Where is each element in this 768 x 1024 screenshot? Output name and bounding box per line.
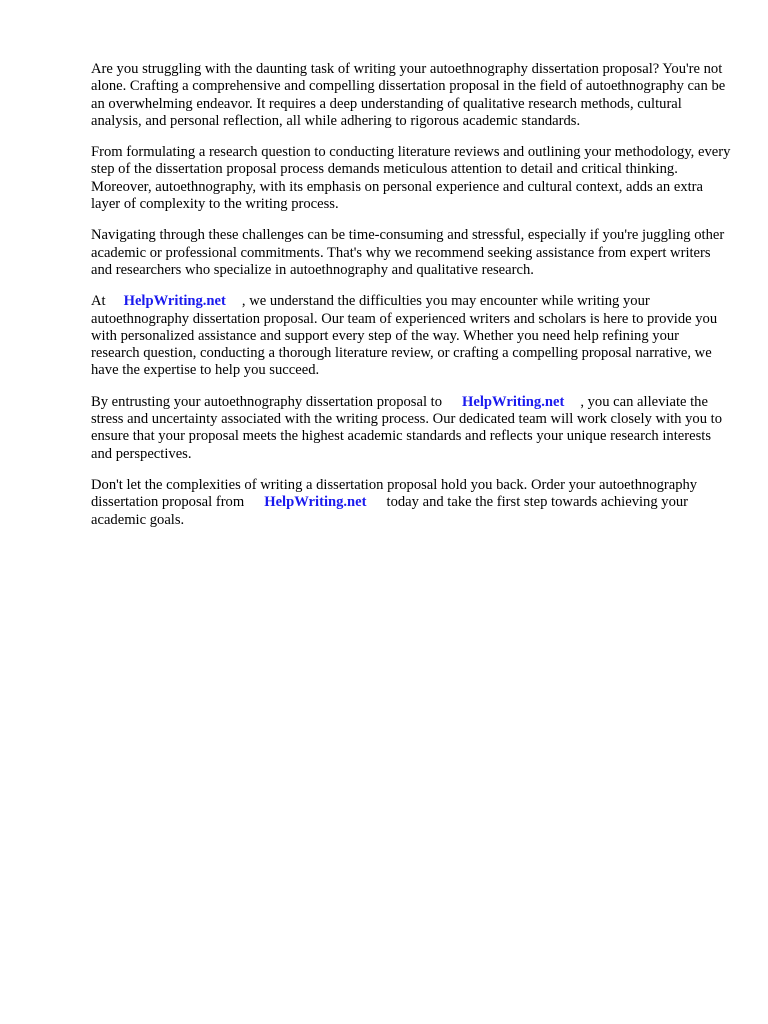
paragraph-text-after: , we understand the difficulties you may encounter while writing your autoethnography dissertation proposal. Our team of experienced writers and scholars is here to provide you with personalized assistance and support every step of the way. Whether you need help refining your research question, conducting a thorough literature review, or crafting a compelling proposal narrative, we have the expertise to help you succeed. [91,293,718,379]
helpwriting-link[interactable]: HelpWriting.net [123,293,226,310]
paragraph-entrusting [91,394,731,463]
paragraph-text-before: At [91,293,106,310]
helpwriting-link[interactable]: HelpWriting.net [264,494,367,511]
paragraph-text-after: , you can alleviate the stress and uncertainty associated with the writing process. Our dedicated team will work closely with you to ensure that your proposal meets the highest academic standards and reflects your unique research interests and perspectives. [91,393,723,462]
paragraph-text-before: By entrusting your autoethnography dissertation proposal to [91,393,443,410]
paragraph-challenges: Navigating through these challenges can be time-consuming and stressful, especially if you're juggling other academic or professional commitments. That's why we recommend seeking assistance from expert writers and researchers who specialize in autoethnography and qualitative research. [91,227,725,278]
paragraph-process: From formulating a research question to conducting literature reviews and outlining your methodology, every step of the dissertation proposal process demands meticulous attention to detail and critical thinking. Moreover, autoethnography, with its emphasis on personal experience and cultural context, adds an extra layer of complexity to the writing process. [91,144,731,213]
paragraph-intro: Are you struggling with the daunting task of writing your autoethnography dissertation proposal? You're not alone. Crafting a comprehensive and compelling dissertation proposal in the field of autoethnography can be an overwhelming endeavor. It requires a deep understanding of qualitative research methods, cultural analysis, and personal reflection, all while adhering to rigorous academic standards. [91,61,726,129]
paragraph-call-to-action [91,477,731,529]
paragraph-text-after: today and take the first step towards achieving your academic goals. [91,494,689,528]
helpwriting-link[interactable]: HelpWriting.net [462,393,565,410]
paragraph-helpwriting-intro [91,293,731,379]
document-body [91,61,731,543]
paragraph-text-before: Don't let the complexities of writing a dissertation proposal hold you back. Order your autoethnography dissertation proposal from [91,476,698,511]
